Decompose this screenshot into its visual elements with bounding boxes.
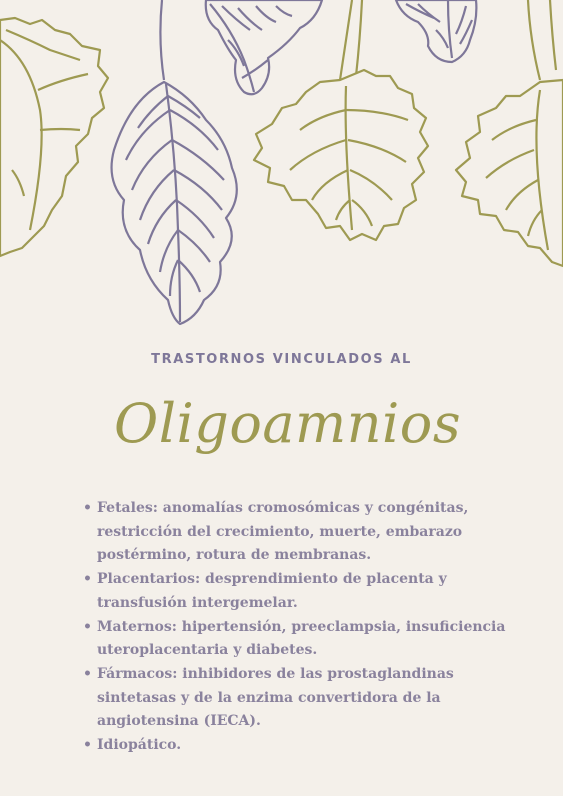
list-item: • Placentarios: desprendimiento de placenta y transfusión intergemelar.	[82, 568, 522, 615]
list-item: • Fármacos: inhibidores de las prostaglandinas sintetasas y de la enzima convertidora de la angiotensina (IECA).	[82, 663, 522, 734]
disorder-list	[82, 497, 522, 758]
leaf-illustration	[0, 0, 563, 330]
list-item: • Idiopático.	[82, 734, 522, 758]
list-item: • Fetales: anomalías cromosómicas y congénitas, restricción del crecimiento, muerte, embarazo postérmino, rotura de membranas.	[82, 497, 522, 568]
page-title: Oligoamnios	[113, 392, 462, 455]
olive-leaf-icon	[0, 18, 108, 256]
purple-leaf-icon	[112, 0, 237, 324]
purple-leaf-icon	[396, 0, 476, 62]
olive-leaf-icon	[456, 0, 563, 266]
list-item: • Maternos: hipertensión, preeclampsia, insuficiencia uteroplacentaria y diabetes.	[82, 616, 522, 663]
purple-leaf-icon	[206, 0, 322, 94]
subtitle: TRASTORNOS VINCULADOS AL	[151, 352, 412, 367]
